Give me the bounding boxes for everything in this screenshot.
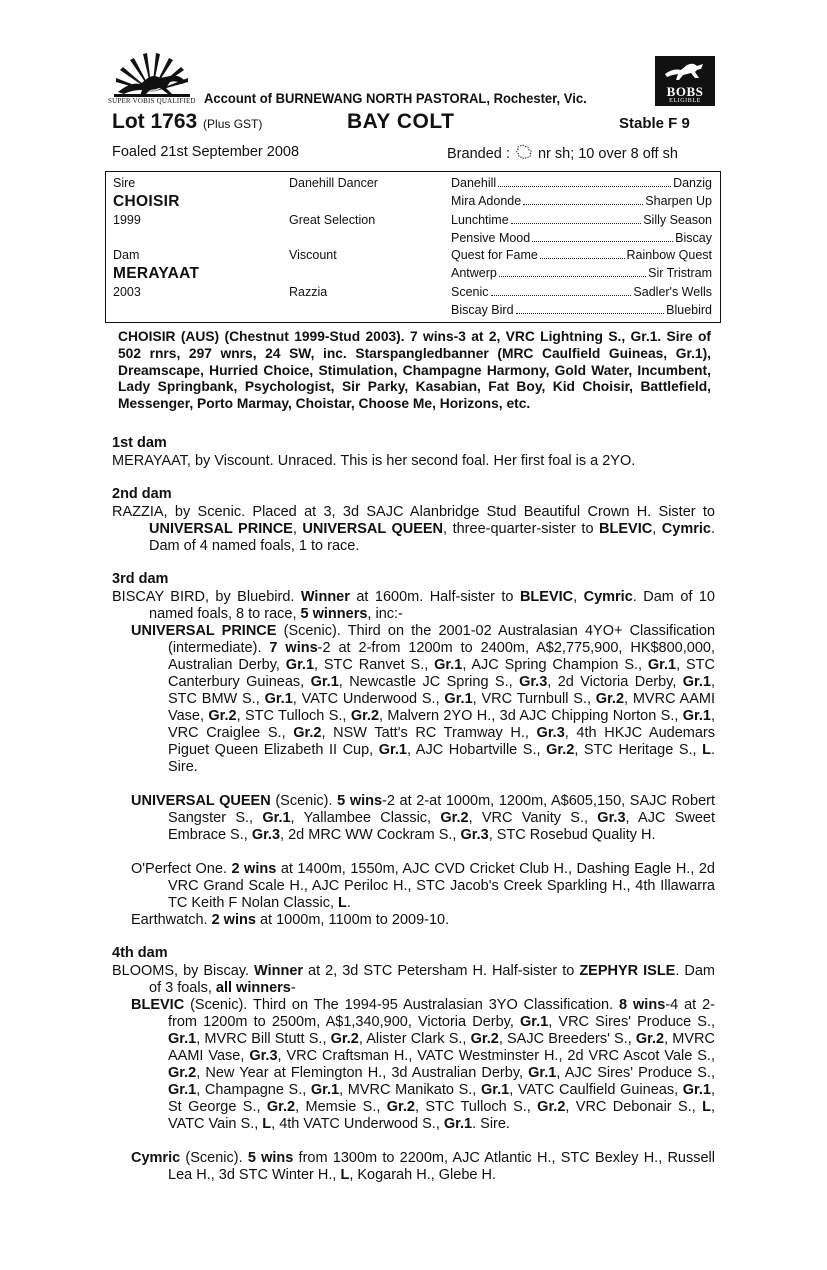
third-gen-row [451, 285, 712, 299]
branded-text: nr sh; 10 over 8 off sh [537, 146, 678, 162]
progeny-entry: Cymric (Scenic). 5 wins from 1300m to 2200m, AJC Atlantic H., STC Bexley H., Russell Lea H., 3d STC Winter H., L, Kogarah H., Glebe H. [131, 1150, 716, 1183]
third-gen-row [451, 266, 712, 280]
third-gen-left: Scenic [451, 285, 489, 299]
dam-year: 2003 [113, 285, 141, 299]
third-gen-left: Quest for Fame [451, 248, 538, 262]
third-gen-row [451, 303, 712, 317]
sire-label: Sire [113, 176, 136, 190]
fourth-dam-heading: 4th dam [112, 945, 168, 961]
lot-note: (Plus GST) [203, 117, 263, 131]
bobs-logo [655, 56, 715, 106]
progeny-entry: Earthwatch. 2 wins at 1000m, 1100m to 2009-10. [131, 912, 450, 928]
lot-number [112, 110, 262, 134]
sire-dam: Great Selection [289, 213, 376, 227]
progeny-entry: O'Perfect One. 2 wins at 1400m, 1550m, AJC CVD Cricket Club H., Dashing Eagle H., 2d VRC Grand Scale H., AJC Periloc H., STC Jacob's Creek Sparkling H., 4th Illawarra TC Keith F Nolan Classic, L. [131, 861, 715, 911]
third-dam-heading: 3rd dam [112, 571, 169, 587]
horse-description: BAY COLT [347, 110, 455, 133]
third-gen-right: Danzig [673, 176, 712, 190]
dam-name: MERAYAAT [113, 265, 200, 282]
dam-sire: Viscount [289, 248, 337, 262]
branded-label: Branded : [447, 146, 510, 162]
third-gen-left: Mira Adonde [451, 194, 522, 208]
second-dam-text: RAZZIA, by Scenic. Placed at 3, 3d SAJC Alanbridge Stud Beautiful Crown H. Sister to UNIVERSAL PRINCE, UNIVERSAL QUEEN, three-quarter-sister to BLEVIC, Cymric. Dam of 4 named foals, 1 to race. [112, 504, 715, 554]
progeny-entry: UNIVERSAL PRINCE (Scenic). Third on the 2001-02 Australasian 4YO+ Classification (intermediate). 7 wins-2 at 2-from 1200m to 2400m, A$2,775,900, HK$800,000, Australian Derby, Gr.1, STC Ranvet S., Gr.1, AJC Spring Champion S., Gr.1, STC Canterbury Guineas, Gr.1, Newcastle JC Spring S., Gr.3, 2d Victoria Derby, Gr.1, STC BMW S., Gr.1, VATC Underwood S., Gr.1, VRC Turnbull S., Gr.2, MVRC AAMI Vase, Gr.2, STC Tulloch S., Gr.2, Malvern 2YO H., 3d AJC Chipping Norton S., Gr.1, VRC Craiglee S., Gr.2, NSW Tatt's RC Tramway H., Gr.3, 4th HKJC Audemars Piguet Queen Elizabeth II Cup, Gr.1, AJC Hobartville S., Gr.2, STC Heritage S., L. Sire. [131, 623, 716, 775]
third-gen-row [451, 194, 712, 208]
dam-label: Dam [113, 248, 140, 262]
third-gen-left: Biscay Bird [451, 303, 514, 317]
third-gen-right: Biscay [675, 231, 712, 245]
bobs-logo-text: BOBS [666, 84, 704, 99]
third-dam-text: BISCAY BIRD, by Bluebird. Winner at 1600m. Half-sister to BLEVIC, Cymric. Dam of 10 named foals, 8 to race, 5 winners, inc:- [112, 589, 715, 622]
second-dam-heading: 2nd dam [112, 486, 172, 502]
lot-label: Lot 1763 [112, 110, 198, 133]
branded-info [447, 144, 678, 162]
third-gen-row [451, 248, 712, 262]
third-gen-row [451, 213, 712, 227]
third-gen-row [451, 176, 712, 190]
third-gen-row [451, 231, 712, 245]
horse-icon [663, 60, 707, 82]
third-gen-left: Antwerp [451, 266, 497, 280]
third-gen-right: Sir Tristram [648, 266, 712, 280]
sire-name: CHOISIR [113, 193, 180, 210]
progeny-entry: BLEVIC (Scenic). Third on The 1994-95 Australasian 3YO Classification. 8 wins-4 at 2-from 1200m to 2500m, A$1,340,900, Victoria Derby, Gr.1, VRC Sires' Produce S., Gr.1, MVRC Bill Stutt S., Gr.2, Alister Clark S., Gr.2, SAJC Breeders' S., Gr.2, MVRC AAMI Vase, Gr.3, VRC Craftsman H., VATC Westminster H., 2d VRC Ascot Vale S., Gr.2, New Year at Flemington H., 3d Australian Derby, Gr.1, AJC Sires' Produce S., Gr.1, Champagne S., Gr.1, MVRC Manikato S., Gr.1, VATC Caulfield Guineas, Gr.1, St George S., Gr.2, Memsie S., Gr.2, STC Tulloch S., Gr.2, VRC Debonair S., L, VATC Vain S., L, 4th VATC Underwood S., Gr.1. Sire. [131, 997, 716, 1132]
logo-caption: SUPER VOBIS QUALIFIED [108, 97, 196, 105]
foaled-date: Foaled 21st September 2008 [112, 144, 300, 160]
third-gen-left: Danehill [451, 176, 497, 190]
third-gen-left: Lunchtime [451, 213, 509, 227]
third-gen-left: Pensive Mood [451, 231, 531, 245]
third-gen-right: Silly Season [643, 213, 712, 227]
sire-summary: CHOISIR (AUS) (Chestnut 1999-Stud 2003). 7 wins-3 at 2, VRC Lightning S., Gr.1. Sire of 502 rnrs, 297 wnrs, 24 SW, inc. Starspangledbanner (MRC Caulfield Guineas, Gr.1), Dreamscape, Hurried Choice, Stimulation, Champagne Harmony, Gold Water, Incumbent, Lady Springbank, Psychologist, Sir Parky, Kasabian, Fat Boy, Kid Choisir, Battlefield, Messenger, Porto Marmay, Choistar, Choose Me, Horizons, etc. [118, 329, 711, 412]
third-gen-right: Rainbow Quest [626, 248, 712, 262]
stable-location: Stable F 9 [619, 115, 690, 132]
third-gen-right: Sharpen Up [645, 194, 712, 208]
bobs-logo-subtext: ELIGIBLE [669, 98, 701, 104]
third-gen-right: Bluebird [666, 303, 712, 317]
progeny-entry: UNIVERSAL QUEEN (Scenic). 5 wins-2 at 2-at 1000m, 1200m, A$605,150, SAJC Robert Sangster S., Gr.1, Yallambee Classic, Gr.2, VRC Vanity S., Gr.3, AJC Sweet Embrace S., Gr.3, 2d MRC WW Cockram S., Gr.3, STC Rosebud Quality H. [131, 793, 715, 843]
fourth-dam-text: BLOOMS, by Biscay. Winner at 2, 3d STC Petersham H. Half-sister to ZEPHYR ISLE. Dam of 3 foals, all winners- [112, 963, 715, 996]
dam-dam: Razzia [289, 285, 328, 299]
first-dam-text: MERAYAAT, by Viscount. Unraced. This is her second foal. Her first foal is a 2YO. [112, 453, 636, 469]
first-dam-heading: 1st dam [112, 435, 167, 451]
third-gen-right: Sadler's Wells [633, 285, 712, 299]
brand-mark-icon [514, 144, 534, 160]
sire-year: 1999 [113, 213, 141, 227]
vendor-account: Account of BURNEWANG NORTH PASTORAL, Rochester, Vic. [204, 90, 587, 106]
sire-sire: Danehill Dancer [289, 176, 378, 190]
